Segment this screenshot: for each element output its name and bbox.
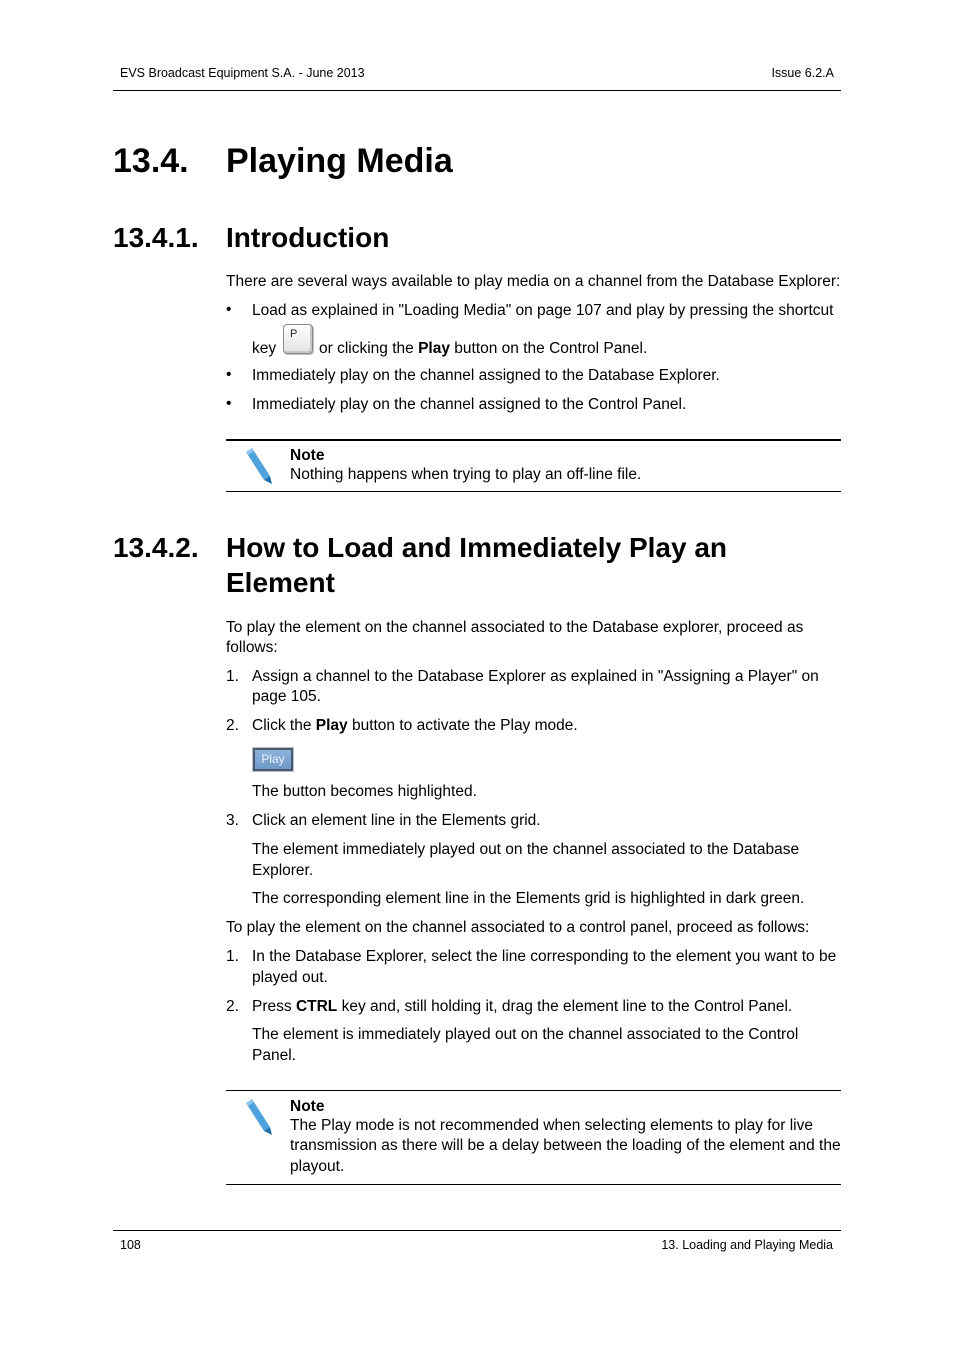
bullet-1-bold: Play <box>418 340 450 357</box>
step-1-line2: page 105. <box>252 688 321 705</box>
section-title: Playing Media <box>226 142 453 180</box>
b-step-1-number: 1. <box>226 948 239 965</box>
header-right: Issue 6.2.A <box>771 66 834 80</box>
step-3-result2: The corresponding element line in the Elements grid is highlighted in dark green. <box>252 890 805 907</box>
note-2-line3: playout. <box>290 1158 345 1175</box>
note-2-bottom-rule <box>226 1184 841 1185</box>
bullet-1-post-a: or clicking the <box>319 340 419 357</box>
pencil-icon <box>242 446 276 491</box>
step-2-result: The button becomes highlighted. <box>252 783 477 800</box>
footer-page-number: 108 <box>120 1238 141 1252</box>
note-1-top-rule <box>226 439 841 441</box>
b-step-1-line2: played out. <box>252 969 328 986</box>
step-3-text: Click an element line in the Elements grid. <box>252 812 541 829</box>
bullet-1-post-b: button on the Control Panel. <box>449 340 648 357</box>
bullet-3: Immediately play on the channel assigned to the Control Panel. <box>252 396 687 413</box>
bullet-1-line2 <box>252 339 276 360</box>
shortcut-key-icon <box>283 324 313 354</box>
bullet-2-symbol: • <box>226 366 232 383</box>
b-step-2-text <box>252 997 792 1018</box>
step-3-number: 3. <box>226 812 239 829</box>
b-step-2-result-line2: Panel. <box>252 1047 296 1064</box>
note-1-bottom-rule <box>226 491 841 492</box>
bullet-2: Immediately play on the channel assigned to the Database Explorer. <box>252 367 720 384</box>
bullet-1-line2-rest <box>319 339 647 360</box>
step-2-number: 2. <box>226 717 239 734</box>
howto-number: 13.4.2. <box>113 532 199 563</box>
footer-chapter: 13. Loading and Playing Media <box>661 1238 833 1252</box>
step-3-result1-line2: Explorer. <box>252 862 314 879</box>
howto-lead1-line1: To play the element on the channel associated to the Database explorer, proceed as <box>226 619 804 636</box>
step-2-pre: Click the <box>252 717 316 734</box>
howto-lead1-line2: follows: <box>226 639 278 656</box>
step-3-result1-line1: The element immediately played out on the channel associated to the Database <box>252 841 800 858</box>
step-2-bold: Play <box>315 717 348 734</box>
header-rule <box>113 90 841 91</box>
b-step-2-number: 2. <box>226 998 239 1015</box>
step-1-number: 1. <box>226 668 239 685</box>
shortcut-key-label: P <box>283 324 313 354</box>
step-1-line1: Assign a channel to the Database Explorer as explained in "Assigning a Player" on <box>252 668 819 685</box>
intro-title: Introduction <box>226 222 390 253</box>
play-button-image: Play <box>253 748 293 771</box>
howto-title-line2: Element <box>226 567 335 598</box>
note-2-top-rule <box>226 1090 841 1091</box>
howto-lead2: To play the element on the channel associated to a control panel, proceed as follows: <box>226 919 810 936</box>
intro-number: 13.4.1. <box>113 222 199 253</box>
b-step-1-line1: In the Database Explorer, select the line corresponding to the element you want to be <box>252 948 837 965</box>
pencil-icon <box>242 1097 276 1142</box>
header-left: EVS Broadcast Equipment S.A. - June 2013 <box>120 66 365 80</box>
bullet-1-symbol: • <box>226 301 232 318</box>
b-step-2-post: key and, still holding it, drag the element line to the Control Panel. <box>337 998 793 1015</box>
b-step-2-pre: Press <box>252 998 296 1015</box>
b-step-2-result-line1: The element is immediately played out on the channel associated to the Control <box>252 1026 799 1043</box>
note-1-title: Note <box>290 447 325 464</box>
footer-rule <box>113 1230 841 1231</box>
bullet-3-symbol: • <box>226 395 232 412</box>
section-number: 13.4. <box>113 142 189 180</box>
intro-lead: There are several ways available to play media on a channel from the Database Explorer: <box>226 273 841 290</box>
note-1-text: Nothing happens when trying to play an off-line file. <box>290 466 642 483</box>
step-2-post: button to activate the Play mode. <box>347 717 578 734</box>
note-2-line1: The Play mode is not recommended when selecting elements to play for live <box>290 1117 813 1134</box>
b-step-2-bold: CTRL <box>295 998 338 1015</box>
howto-title-line1: How to Load and Immediately Play an <box>226 532 727 563</box>
bullet-1-key-pre: key <box>252 340 277 357</box>
note-2-line2: transmission as there will be a delay between the loading of the element and the <box>290 1137 841 1154</box>
note-2-title: Note <box>290 1098 325 1115</box>
bullet-1-line1: Load as explained in "Loading Media" on page 107 and play by pressing the shortcut <box>252 302 834 319</box>
step-2-text <box>252 716 578 737</box>
